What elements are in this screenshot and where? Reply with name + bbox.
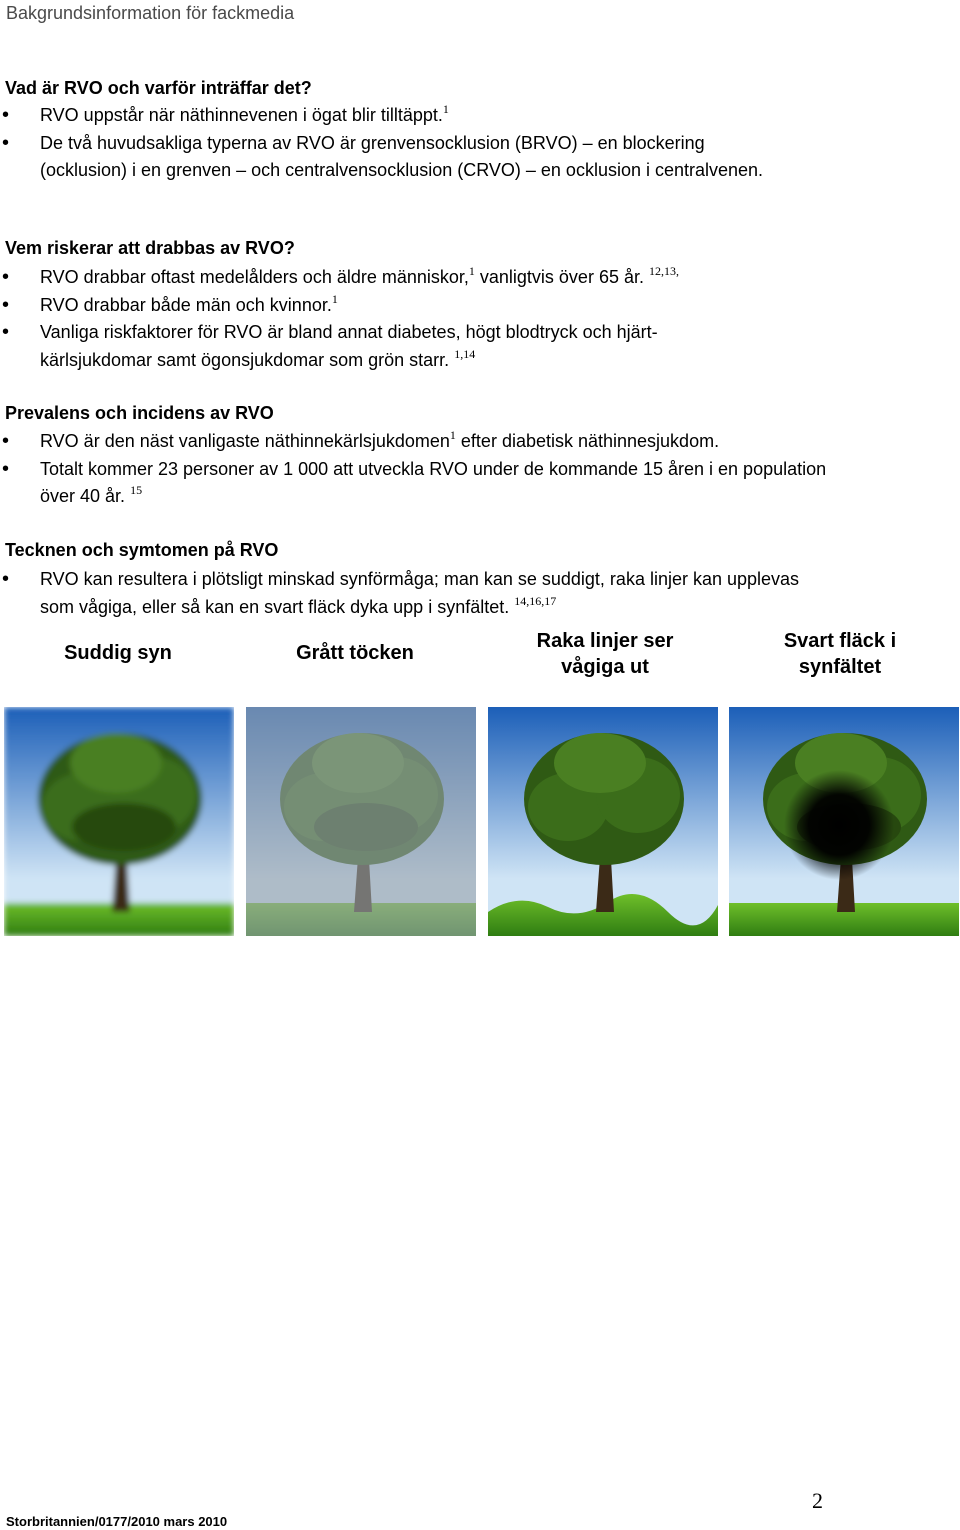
list-item: • Totalt kommer 23 personer av 1 000 att utveckla RVO under de kommande 15 åren i en population över 40 år. $^{15}$ <box>0 456 830 511</box>
section-heading-prevalence: Prevalens och incidens av RVO <box>5 403 274 423</box>
image-wavy-tree <box>488 707 718 936</box>
section-heading-who-at-risk: Vem riskerar att drabbas av RVO? <box>5 238 295 258</box>
list-item: • Vanliga riskfaktorer för RVO är bland annat diabetes, högt blodtryck och hjärt-kärlsjukdomar samt ögonsjukdomar som grön starr. $^{1,14}$ <box>0 319 740 374</box>
bullet-list-prevalence <box>0 428 830 511</box>
list-item: • RVO drabbar oftast medelålders och äldre människor,$^1$ vanligtvis över 65 år. $^{12,13,}$ <box>0 264 830 292</box>
footer-document-reference: Storbritannien/0177/2010 mars 2010 <box>6 1514 228 1529</box>
caption-wavy-lines: Raka linjer ser vågiga ut <box>536 630 674 678</box>
caption-grey-fog: Grått töcken <box>296 642 414 664</box>
list-item: • RVO kan resultera i plötsligt minskad synförmåga; man kan se suddigt, raka linjer kan upplevas som vågiga, eller så kan en svart fläck dyka upp i synfältet. $^{14,16,17}$ <box>0 566 800 621</box>
list-item: • RVO drabbar både män och kvinnor.$^1$ <box>0 292 830 320</box>
bullet-list-symptoms <box>0 566 830 621</box>
bullet-list-what-is-rvo <box>0 102 830 185</box>
caption-blurred-vision: Suddig syn <box>64 642 172 664</box>
image-foggy-tree <box>246 707 476 936</box>
page-header: Bakgrundsinformation för fackmedia <box>6 3 295 23</box>
list-item: • De två huvudsakliga typerna av RVO är grenvensocklusion (BRVO) – en blockering (ocklusion) i en grenven – och centralvensocklusion (CRVO) – en ocklusion i centralvenen. <box>0 130 780 185</box>
page-number: 2 <box>812 1488 823 1513</box>
section-heading-what-is-rvo: Vad är RVO och varför inträffar det? <box>5 78 312 98</box>
section-heading-symptoms: Tecknen och symtomen på RVO <box>5 540 279 560</box>
caption-dark-spot: Svart fläck i synfältet <box>783 630 897 678</box>
list-item: • RVO uppstår när näthinnevenen i ögat blir tilltäppt.$^1$ <box>0 102 830 130</box>
image-blurred-tree <box>4 707 234 936</box>
list-item: • RVO är den näst vanligaste näthinnekärlsjukdomen$^1$ efter diabetisk näthinnesjukdom. <box>0 428 830 456</box>
bullet-list-who-at-risk <box>0 264 830 374</box>
image-dark-spot-tree <box>729 707 959 936</box>
